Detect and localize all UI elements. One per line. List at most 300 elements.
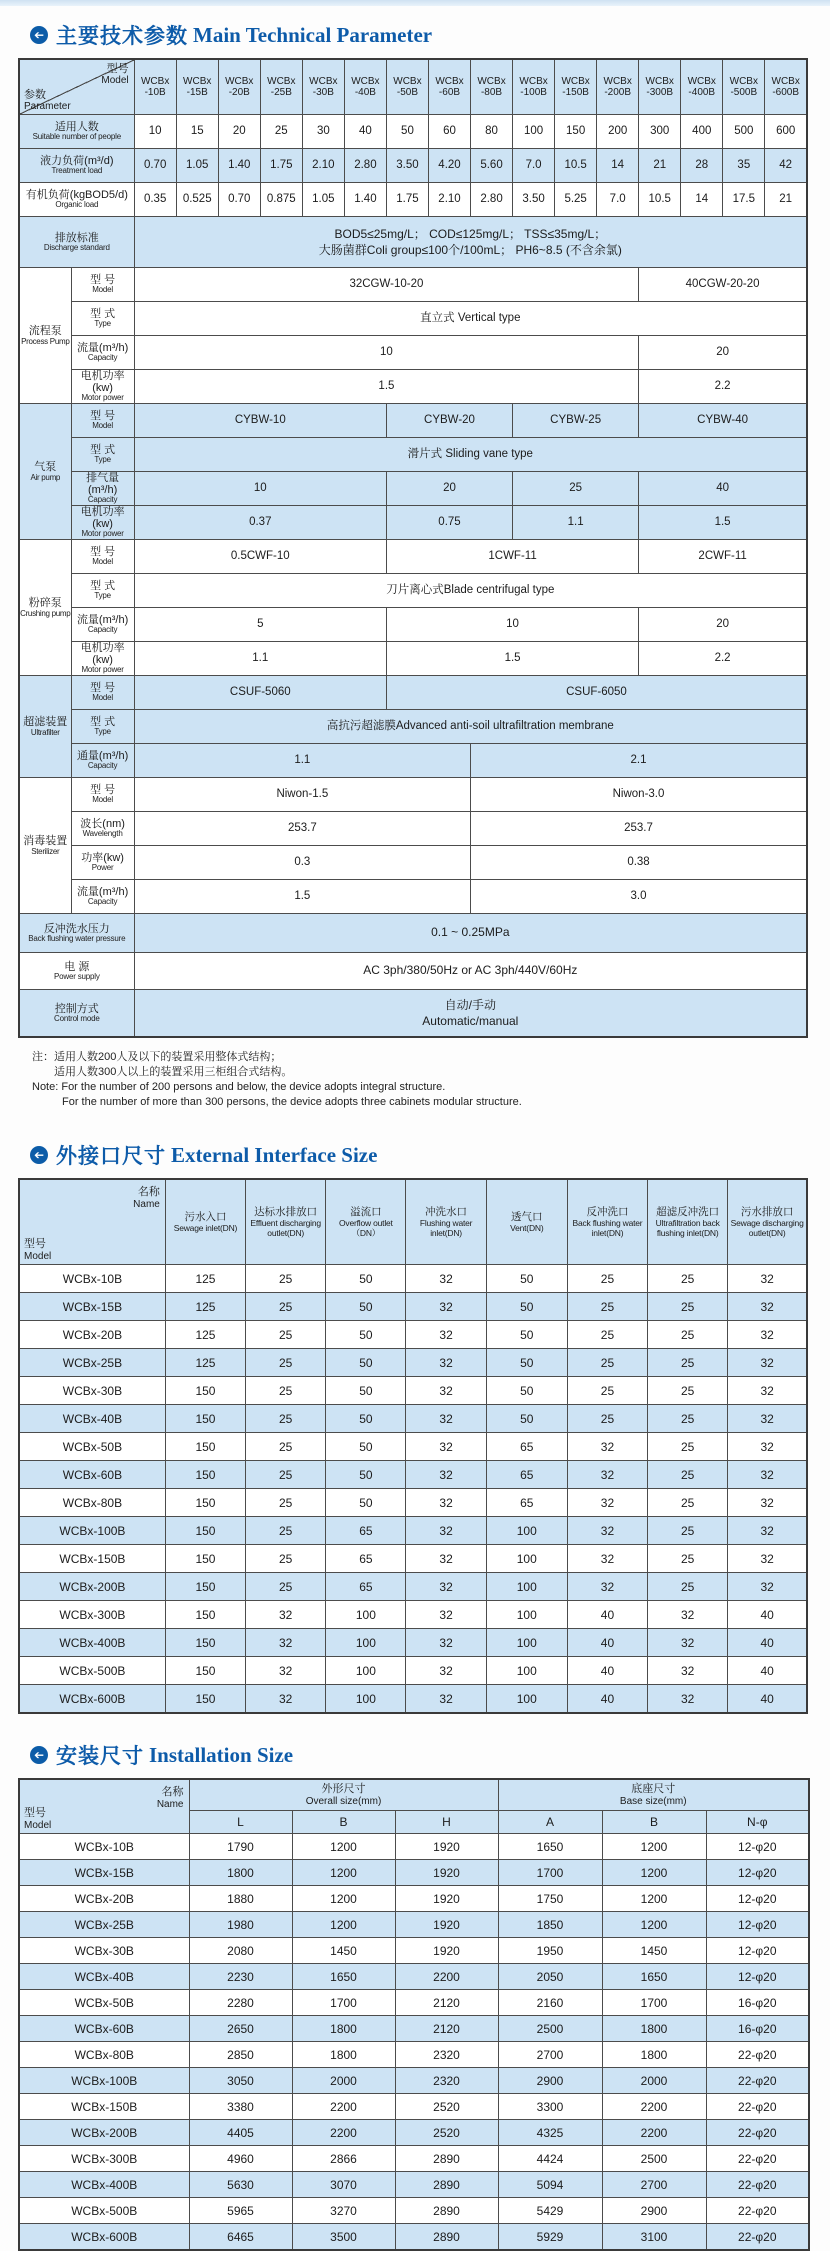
cell: 32 bbox=[406, 1657, 486, 1685]
cell: 22-φ20 bbox=[706, 2068, 809, 2094]
table-row bbox=[19, 1964, 809, 1990]
section-title-cn: 外接口尺寸 bbox=[56, 1145, 166, 1168]
cell: Niwon-1.5 bbox=[134, 778, 470, 812]
cell: 22-φ20 bbox=[706, 2198, 809, 2224]
cell: 50 bbox=[326, 1461, 406, 1489]
cell: 35 bbox=[723, 149, 765, 183]
cell: 2.1 bbox=[471, 744, 807, 778]
table-row bbox=[19, 1629, 807, 1657]
cell: 0.35 bbox=[134, 183, 176, 217]
cell: 22-φ20 bbox=[706, 2042, 809, 2068]
cell: 2.80 bbox=[344, 149, 386, 183]
corner-param-en: Parameter bbox=[24, 101, 71, 112]
cell: 150 bbox=[165, 1461, 245, 1489]
cell: 12-φ20 bbox=[706, 1912, 809, 1938]
cell: 32 bbox=[648, 1685, 728, 1714]
table-row bbox=[19, 1517, 807, 1545]
cell: 10.5 bbox=[555, 149, 597, 183]
cell: 32 bbox=[728, 1573, 807, 1601]
model-header-cell: WCBx -200B bbox=[597, 59, 639, 115]
model-cell: WCBx-20B bbox=[19, 1321, 165, 1349]
cell: 40 bbox=[344, 115, 386, 149]
model-header-cell: WCBx -20B bbox=[218, 59, 260, 115]
cell: 2230 bbox=[189, 1964, 292, 1990]
cell: 65 bbox=[486, 1461, 567, 1489]
cell: 3070 bbox=[292, 2172, 395, 2198]
column-header-cell: 达标水排放口 Effluent discharging outlet(DN) bbox=[246, 1179, 326, 1265]
cell: 50 bbox=[326, 1489, 406, 1517]
model-cell: WCBx-60B bbox=[19, 1461, 165, 1489]
cell: 40 bbox=[567, 1685, 647, 1714]
cell: 32 bbox=[406, 1377, 486, 1405]
dimension-header-cell: B bbox=[292, 1811, 395, 1834]
cell: 25 bbox=[513, 472, 639, 506]
table-row bbox=[19, 778, 807, 812]
cell: 2200 bbox=[292, 2094, 395, 2120]
cell: 1920 bbox=[395, 1912, 498, 1938]
cell: 7.0 bbox=[513, 149, 555, 183]
cell: 0.38 bbox=[471, 846, 807, 880]
model-cell: WCBx-300B bbox=[19, 2146, 189, 2172]
note-line: 适用人数300人以上的装置采用三柜组合式结构。 bbox=[54, 1066, 293, 1078]
model-cell: WCBx-25B bbox=[19, 1912, 189, 1938]
cell: 1800 bbox=[602, 2016, 706, 2042]
cell: 65 bbox=[486, 1433, 567, 1461]
cell: 50 bbox=[326, 1349, 406, 1377]
cell: 0.75 bbox=[386, 506, 512, 540]
cell: 1.05 bbox=[302, 183, 344, 217]
model-cell: WCBx-50B bbox=[19, 1990, 189, 2016]
cell: 2890 bbox=[395, 2146, 498, 2172]
section-heading-interface bbox=[30, 1140, 830, 1170]
cell: 32 bbox=[648, 1629, 728, 1657]
cell: 2520 bbox=[395, 2094, 498, 2120]
model-cell: WCBx-25B bbox=[19, 1349, 165, 1377]
cell: 1850 bbox=[498, 1912, 602, 1938]
cell: 3270 bbox=[292, 2198, 395, 2224]
cell: 28 bbox=[681, 149, 723, 183]
dimension-header-cell: L bbox=[189, 1811, 292, 1834]
cell: 125 bbox=[165, 1349, 245, 1377]
cell: 125 bbox=[165, 1293, 245, 1321]
group-label-sterilizer: 消毒装置 Sterilizer bbox=[19, 778, 71, 914]
table-row bbox=[19, 1912, 809, 1938]
corner-header-cell: 名称 Name 型号 Model bbox=[19, 1779, 189, 1834]
cell: 25 bbox=[648, 1321, 728, 1349]
model-cell: WCBx-30B bbox=[19, 1938, 189, 1964]
cell: 125 bbox=[165, 1265, 245, 1293]
cell: 10 bbox=[134, 336, 639, 370]
cell: 25 bbox=[648, 1265, 728, 1293]
cell: 2000 bbox=[292, 2068, 395, 2094]
cell: 32 bbox=[406, 1349, 486, 1377]
table-row bbox=[19, 1657, 807, 1685]
cell: 20 bbox=[639, 608, 807, 642]
cell: 1650 bbox=[292, 1964, 395, 1990]
cell: 17.5 bbox=[723, 183, 765, 217]
cell: 400 bbox=[681, 115, 723, 149]
cell: 253.7 bbox=[134, 812, 470, 846]
cell: 2650 bbox=[189, 2016, 292, 2042]
table-row bbox=[19, 370, 807, 404]
model-header-cell: WCBx -150B bbox=[555, 59, 597, 115]
cell: 2000 bbox=[602, 2068, 706, 2094]
cell: 22-φ20 bbox=[706, 2146, 809, 2172]
cell: 4.20 bbox=[428, 149, 470, 183]
row-label: 电机功率(kw) Motor power bbox=[71, 642, 134, 676]
table-row-control-mode bbox=[19, 990, 807, 1038]
column-header-cell: 污水排放口 Sewage discharging outlet(DN) bbox=[728, 1179, 807, 1265]
model-cell: WCBx-600B bbox=[19, 1685, 165, 1714]
table-row bbox=[19, 1293, 807, 1321]
cell: 25 bbox=[648, 1517, 728, 1545]
corner-header-cell bbox=[19, 59, 134, 115]
table-row bbox=[19, 1990, 809, 2016]
group-label-ultrafilter: 超滤装置 Ultrafilter bbox=[19, 676, 71, 778]
row-label: 反冲洗水压力 Back flushing water pressure bbox=[19, 914, 134, 953]
cell: 22-φ20 bbox=[706, 2172, 809, 2198]
cell: 25 bbox=[246, 1321, 326, 1349]
cell: 2080 bbox=[189, 1938, 292, 1964]
row-label: 型 号 Model bbox=[71, 778, 134, 812]
note-line: Note: For the number of 200 persons and below, the device adopts integral structure. bbox=[32, 1081, 446, 1093]
table-header-row bbox=[19, 59, 807, 115]
backflush-pressure-value: 0.1 ~ 0.25MPa bbox=[134, 914, 807, 953]
cell: 32 bbox=[728, 1265, 807, 1293]
cell: 1200 bbox=[602, 1834, 706, 1860]
cell: 32 bbox=[406, 1265, 486, 1293]
row-label: 排放标准 Discharge standard bbox=[19, 217, 134, 268]
row-label: 通量(m³/h) Capacity bbox=[71, 744, 134, 778]
table-row bbox=[19, 1433, 807, 1461]
cell: 1650 bbox=[498, 1834, 602, 1860]
cell: 100 bbox=[486, 1629, 567, 1657]
cell: 32 bbox=[406, 1489, 486, 1517]
dimension-header-cell: B bbox=[602, 1811, 706, 1834]
table-row bbox=[19, 1685, 807, 1714]
cell: 40 bbox=[728, 1601, 807, 1629]
cell: 25 bbox=[648, 1433, 728, 1461]
page-top-band bbox=[0, 0, 830, 6]
cell: 1.1 bbox=[134, 744, 470, 778]
model-cell: WCBx-80B bbox=[19, 2042, 189, 2068]
cell: 1750 bbox=[498, 1886, 602, 1912]
external-interface-table bbox=[18, 1178, 808, 1714]
table-row bbox=[19, 2224, 809, 2251]
cell: 1.1 bbox=[134, 642, 386, 676]
table-row bbox=[19, 676, 807, 710]
group-label-process-pump: 流程泵 Process Pump bbox=[19, 268, 71, 404]
cell: 25 bbox=[648, 1545, 728, 1573]
cell: 32 bbox=[406, 1545, 486, 1573]
cell: 25 bbox=[567, 1377, 647, 1405]
cell: 5.60 bbox=[471, 149, 513, 183]
cell: 3500 bbox=[292, 2224, 395, 2251]
cell: 25 bbox=[648, 1405, 728, 1433]
cell: 14 bbox=[597, 149, 639, 183]
arrow-bullet-icon: ➔ bbox=[30, 26, 48, 44]
model-cell: WCBx-10B bbox=[19, 1265, 165, 1293]
cell: 3.0 bbox=[471, 880, 807, 914]
cell: 1200 bbox=[292, 1834, 395, 1860]
cell: 20 bbox=[386, 472, 512, 506]
cell: 1.40 bbox=[218, 149, 260, 183]
table-row bbox=[19, 1349, 807, 1377]
cell: 2900 bbox=[498, 2068, 602, 2094]
cell: 1650 bbox=[602, 1964, 706, 1990]
cell: 1880 bbox=[189, 1886, 292, 1912]
cell: 100 bbox=[486, 1657, 567, 1685]
table-row-backflush-pressure bbox=[19, 914, 807, 953]
control-mode-value: 自动/手动 Automatic/manual bbox=[134, 990, 807, 1038]
table-notes bbox=[32, 1050, 830, 1110]
cell: 5094 bbox=[498, 2172, 602, 2198]
model-header-cell: WCBx -25B bbox=[260, 59, 302, 115]
cell: 3380 bbox=[189, 2094, 292, 2120]
cell: 3.50 bbox=[513, 183, 555, 217]
cell: 2866 bbox=[292, 2146, 395, 2172]
cell: 3300 bbox=[498, 2094, 602, 2120]
cell: 50 bbox=[326, 1433, 406, 1461]
row-label: 型 式 Type bbox=[71, 710, 134, 744]
cell: 25 bbox=[648, 1377, 728, 1405]
cell: 32 bbox=[246, 1601, 326, 1629]
table-row bbox=[19, 574, 807, 608]
cell: 22-φ20 bbox=[706, 2094, 809, 2120]
model-cell: WCBx-100B bbox=[19, 2068, 189, 2094]
discharge-standard-value: BOD5≤25mg/L； COD≤125mg/L； TSS≤35mg/L； 大肠菌群Coli group≤100个/100mL； PH6~8.5 (不含余氯) bbox=[134, 217, 807, 268]
cell: 5429 bbox=[498, 2198, 602, 2224]
cell: 1200 bbox=[602, 1860, 706, 1886]
cell: 32 bbox=[728, 1461, 807, 1489]
cell: 25 bbox=[567, 1405, 647, 1433]
cell: 14 bbox=[681, 183, 723, 217]
row-label: 型 式 Type bbox=[71, 438, 134, 472]
table-row-discharge-standard bbox=[19, 217, 807, 268]
cell: 150 bbox=[165, 1601, 245, 1629]
model-cell: WCBx-500B bbox=[19, 2198, 189, 2224]
model-cell: WCBx-60B bbox=[19, 2016, 189, 2042]
model-cell: WCBx-600B bbox=[19, 2224, 189, 2251]
table-row bbox=[19, 1321, 807, 1349]
cell: 25 bbox=[567, 1321, 647, 1349]
table-row-power-supply bbox=[19, 953, 807, 990]
cell: 50 bbox=[486, 1405, 567, 1433]
cell: CYBW-25 bbox=[513, 404, 639, 438]
table-row bbox=[19, 336, 807, 370]
cell: 40 bbox=[728, 1657, 807, 1685]
table-row bbox=[19, 1405, 807, 1433]
main-parameter-table bbox=[18, 58, 808, 1038]
cell: 65 bbox=[326, 1573, 406, 1601]
cell: 150 bbox=[165, 1377, 245, 1405]
cell: 50 bbox=[486, 1321, 567, 1349]
cell: 40 bbox=[567, 1601, 647, 1629]
table-row bbox=[19, 1886, 809, 1912]
table-row bbox=[19, 2172, 809, 2198]
cell: 1920 bbox=[395, 1886, 498, 1912]
cell: 2.80 bbox=[471, 183, 513, 217]
cell: 25 bbox=[246, 1517, 326, 1545]
cell: 5 bbox=[134, 608, 386, 642]
cell: 100 bbox=[486, 1573, 567, 1601]
cell: 0.875 bbox=[260, 183, 302, 217]
cell: 25 bbox=[648, 1573, 728, 1601]
cell: 32 bbox=[728, 1545, 807, 1573]
cell: 32 bbox=[406, 1517, 486, 1545]
cell: 25 bbox=[246, 1377, 326, 1405]
cell: 2320 bbox=[395, 2042, 498, 2068]
cell: 25 bbox=[648, 1349, 728, 1377]
cell: 21 bbox=[639, 149, 681, 183]
cell: 12-φ20 bbox=[706, 1834, 809, 1860]
cell: 25 bbox=[648, 1461, 728, 1489]
cell: 50 bbox=[326, 1377, 406, 1405]
cell: 1700 bbox=[498, 1860, 602, 1886]
cell: 40 bbox=[639, 472, 807, 506]
table-row bbox=[19, 302, 807, 336]
cell: 1.05 bbox=[176, 149, 218, 183]
cell: 60 bbox=[428, 115, 470, 149]
cell: 150 bbox=[165, 1573, 245, 1601]
table-row bbox=[19, 1377, 807, 1405]
cell: 1950 bbox=[498, 1938, 602, 1964]
table-row bbox=[19, 472, 807, 506]
cell: 2520 bbox=[395, 2120, 498, 2146]
cell: 150 bbox=[165, 1629, 245, 1657]
cell: 1200 bbox=[292, 1860, 395, 1886]
cell: 12-φ20 bbox=[706, 1964, 809, 1990]
model-cell: WCBx-150B bbox=[19, 2094, 189, 2120]
cell: 100 bbox=[326, 1601, 406, 1629]
table-row bbox=[19, 1938, 809, 1964]
cell: 2500 bbox=[602, 2146, 706, 2172]
cell: 100 bbox=[326, 1657, 406, 1685]
cell: 200 bbox=[597, 115, 639, 149]
cell: 直立式 Vertical type bbox=[134, 302, 807, 336]
model-cell: WCBx-400B bbox=[19, 2172, 189, 2198]
row-label: 型 号 Model bbox=[71, 268, 134, 302]
cell: 600 bbox=[765, 115, 807, 149]
cell: 1.5 bbox=[639, 506, 807, 540]
model-cell: WCBx-300B bbox=[19, 1601, 165, 1629]
cell: 1.5 bbox=[386, 642, 638, 676]
table-row-people bbox=[19, 115, 807, 149]
cell: 25 bbox=[246, 1293, 326, 1321]
cell: 32 bbox=[567, 1517, 647, 1545]
cell: 100 bbox=[513, 115, 555, 149]
arrow-bullet-icon: ➔ bbox=[30, 1146, 48, 1164]
installation-size-table bbox=[18, 1778, 810, 2251]
cell: 20 bbox=[639, 336, 807, 370]
model-cell: WCBx-10B bbox=[19, 1834, 189, 1860]
section-heading-main bbox=[30, 20, 830, 50]
cell: 1700 bbox=[292, 1990, 395, 2016]
cell: 65 bbox=[326, 1517, 406, 1545]
cell: 25 bbox=[567, 1265, 647, 1293]
cell: 32 bbox=[406, 1629, 486, 1657]
row-label: 型 式 Type bbox=[71, 302, 134, 336]
model-header-cell: WCBx -50B bbox=[386, 59, 428, 115]
table-row bbox=[19, 1860, 809, 1886]
cell: 32 bbox=[406, 1433, 486, 1461]
table-row bbox=[19, 506, 807, 540]
cell: 100 bbox=[326, 1629, 406, 1657]
cell: 1800 bbox=[189, 1860, 292, 1886]
cell: 2200 bbox=[602, 2094, 706, 2120]
cell: 2.10 bbox=[428, 183, 470, 217]
table-row bbox=[19, 2198, 809, 2224]
row-label: 型 号 Model bbox=[71, 540, 134, 574]
cell: 50 bbox=[486, 1349, 567, 1377]
cell: 2890 bbox=[395, 2224, 498, 2251]
cell: CYBW-10 bbox=[134, 404, 386, 438]
model-cell: WCBx-40B bbox=[19, 1964, 189, 1990]
cell: 25 bbox=[567, 1349, 647, 1377]
model-header-cell: WCBx -80B bbox=[471, 59, 513, 115]
cell: 50 bbox=[326, 1293, 406, 1321]
model-cell: WCBx-200B bbox=[19, 1573, 165, 1601]
cell: 500 bbox=[723, 115, 765, 149]
row-label: 功率(kw) Power bbox=[71, 846, 134, 880]
cell: 1.5 bbox=[134, 880, 470, 914]
cell: 25 bbox=[246, 1265, 326, 1293]
cell: 32 bbox=[406, 1573, 486, 1601]
cell: 2200 bbox=[292, 2120, 395, 2146]
cell: 32 bbox=[567, 1461, 647, 1489]
cell: 1800 bbox=[292, 2016, 395, 2042]
cell: 125 bbox=[165, 1321, 245, 1349]
row-label: 型 号 Model bbox=[71, 676, 134, 710]
row-label: 流量(m³/h) Capacity bbox=[71, 336, 134, 370]
cell: 0.70 bbox=[218, 183, 260, 217]
cell: 100 bbox=[486, 1601, 567, 1629]
cell: 100 bbox=[486, 1685, 567, 1714]
table-row bbox=[19, 268, 807, 302]
cell: 10 bbox=[134, 115, 176, 149]
cell: 刀片离心式Blade centrifugal type bbox=[134, 574, 807, 608]
cell: 32 bbox=[246, 1685, 326, 1714]
table-row bbox=[19, 846, 807, 880]
cell: 2700 bbox=[602, 2172, 706, 2198]
corner-header-cell: 名称 Name 型号 Model bbox=[19, 1179, 165, 1265]
cell: 1450 bbox=[292, 1938, 395, 1964]
cell: 1920 bbox=[395, 1938, 498, 1964]
cell: 1920 bbox=[395, 1834, 498, 1860]
cell: 1.40 bbox=[344, 183, 386, 217]
model-cell: WCBx-150B bbox=[19, 1545, 165, 1573]
cell: 5929 bbox=[498, 2224, 602, 2251]
cell: 40 bbox=[567, 1657, 647, 1685]
cell: 32 bbox=[728, 1517, 807, 1545]
table-row-treatment-load bbox=[19, 149, 807, 183]
cell: 25 bbox=[246, 1489, 326, 1517]
cell: CYBW-20 bbox=[386, 404, 512, 438]
table-row bbox=[19, 2068, 809, 2094]
row-label: 流量(m³/h) Capacity bbox=[71, 608, 134, 642]
cell: 6465 bbox=[189, 2224, 292, 2251]
model-header-cell: WCBx -600B bbox=[765, 59, 807, 115]
cell: 4424 bbox=[498, 2146, 602, 2172]
model-cell: WCBx-15B bbox=[19, 1293, 165, 1321]
cell: 25 bbox=[246, 1349, 326, 1377]
cell: 2850 bbox=[189, 2042, 292, 2068]
cell: 5965 bbox=[189, 2198, 292, 2224]
cell: 0.5CWF-10 bbox=[134, 540, 386, 574]
overall-size-header: 外形尺寸 Overall size(mm) bbox=[189, 1779, 498, 1811]
cell: 0.37 bbox=[134, 506, 386, 540]
model-cell: WCBx-50B bbox=[19, 1433, 165, 1461]
